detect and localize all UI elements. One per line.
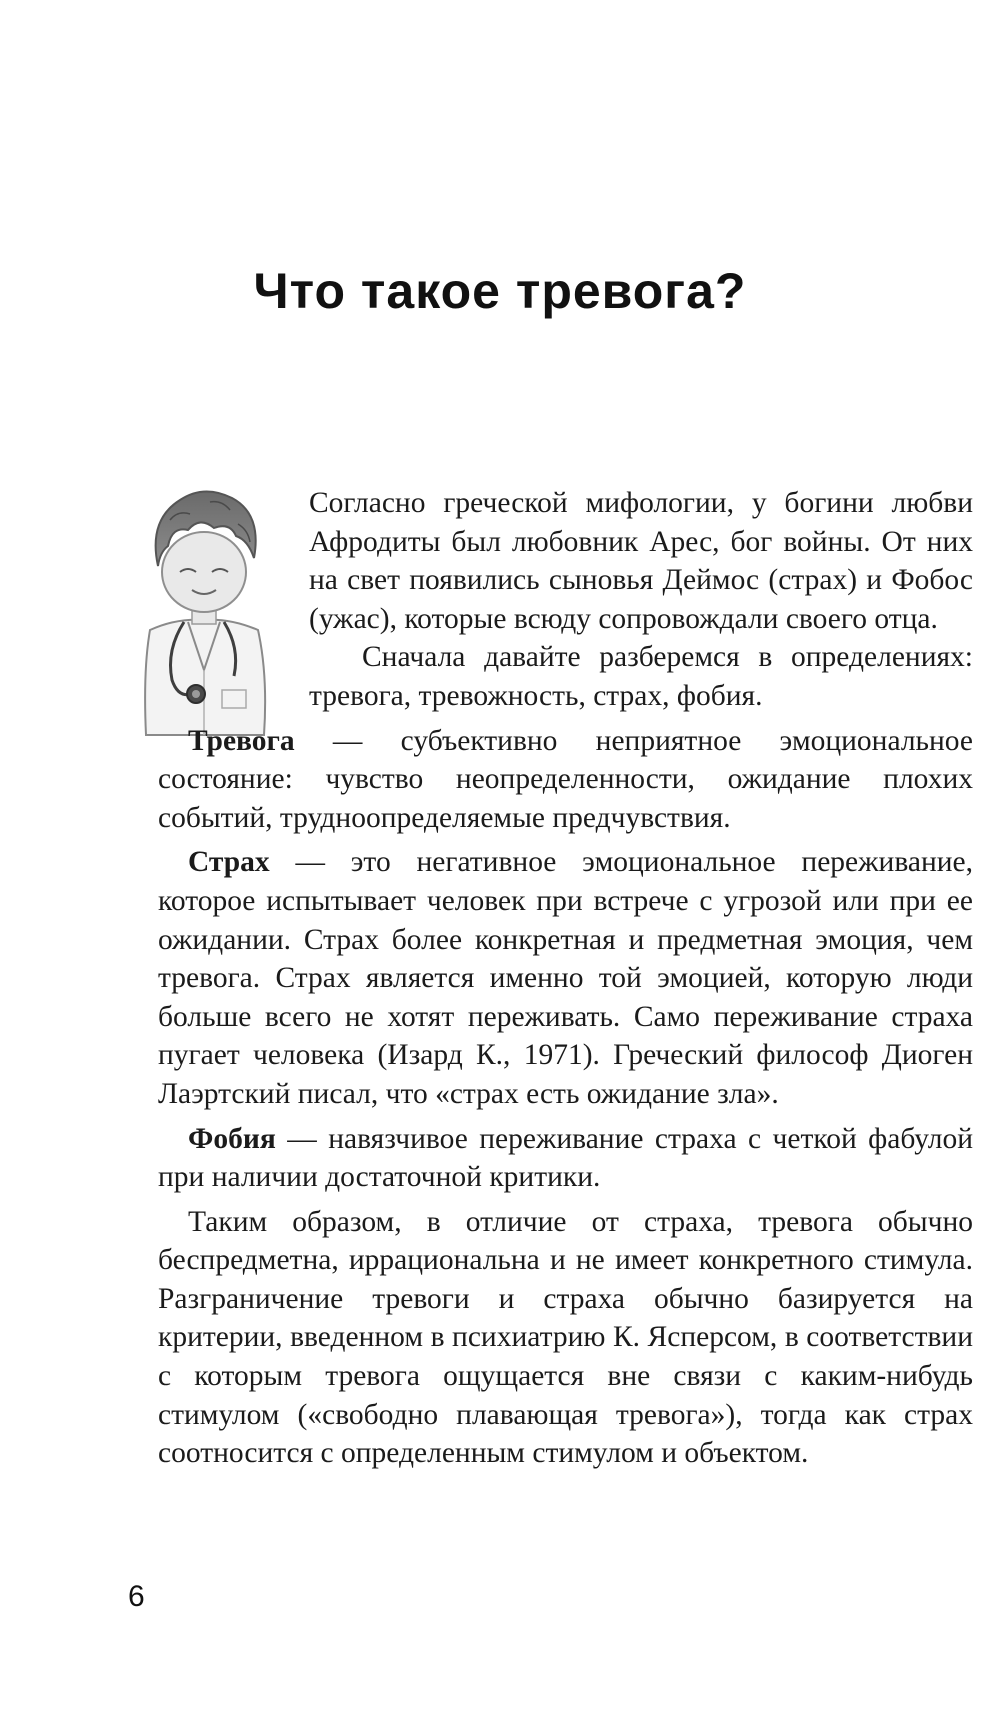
phobia-term: Фобия bbox=[188, 1122, 276, 1155]
phobia-text: — навязчивое переживание страха с четкой фабулой при наличии достаточной критики. bbox=[158, 1122, 973, 1194]
page-number: 6 bbox=[128, 1580, 145, 1613]
fear-text: — это негативное эмоциональное переживание, которое испытывает человек при встрече с угрозой или при ее ожидании. Страх более конкретная и предметная эмоция, чем тревога. Страх является именно той эмоцией, которую люди больше всего не хотят переживать. Само переживание страха пугает человека (Изард К., 1971). Греческий философ Диоген Лаэртский писал, что «страх есть ожидание зла». bbox=[158, 846, 973, 1110]
conclusion-paragraph: Таким образом, в отличие от страха, тревога обычно беспредметна, иррациональна и не имеет конкретного стимула. Разграничение тревоги и страха обычно базируется на критерии, введенном в психиатрию К. Ясперсом, в соответствии с которым тревога ощущается вне связи с каким-нибудь стимулом («свободно плавающая тревога»), тогда как страх соотносится с определенным стимулом и объектом. bbox=[158, 1205, 973, 1470]
body-text bbox=[158, 484, 973, 1479]
anxiety-definition bbox=[158, 722, 973, 838]
intro-paragraph: Согласно греческой мифологии, у богини любви Афродиты был любовник Арес, бог войны. От них на свет появились сыновья Деймос (страх) и Фобос (ужас), которые всюду сопровождали своего отца. bbox=[309, 487, 973, 635]
definitions-intro-paragraph: Сначала давайте разберемся в определениях: тревога, тревожность, страх, фобия. bbox=[309, 641, 973, 712]
phobia-definition bbox=[158, 1120, 973, 1197]
fear-term: Страх bbox=[188, 846, 270, 879]
chapter-title: Что такое тревога? bbox=[253, 262, 747, 319]
anxiety-term: Тревога bbox=[188, 724, 295, 757]
fear-definition bbox=[158, 843, 973, 1113]
anxiety-text: — субъективно неприятное эмоциональное состояние: чувство неопределенности, ожидание плохих событий, трудноопределяемые предчувствия. bbox=[158, 724, 973, 834]
